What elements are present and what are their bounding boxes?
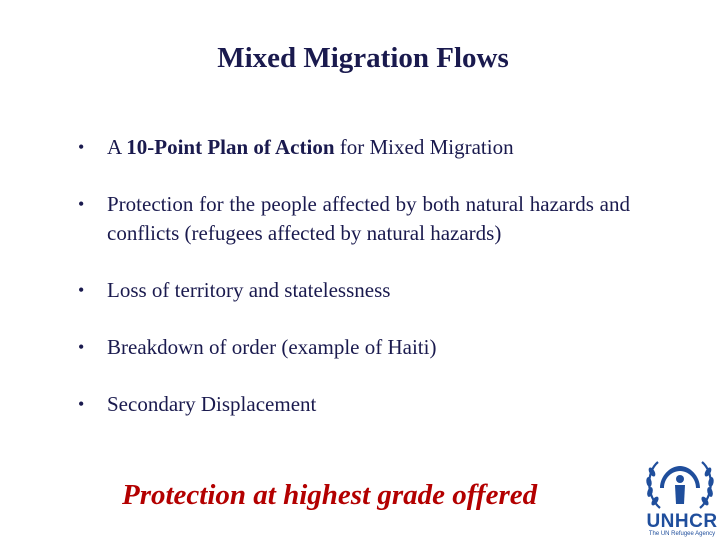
logo-subtitle: The UN Refugee Agency [648, 531, 716, 537]
bullet-text-rest: for Mixed Migration [334, 135, 514, 159]
bullet-list [78, 133, 630, 419]
bullet-item [78, 190, 630, 248]
bullet-item [78, 390, 630, 419]
bullet-text-lead: A [107, 135, 127, 159]
bullet-dot: • [78, 280, 85, 300]
tagline: Protection at highest grade offered [122, 479, 538, 511]
bullet-text: Secondary Displacement [107, 392, 317, 416]
bullet-text-strong: 10-Point Plan of Action [126, 135, 335, 159]
logo-name: UNHCR [646, 511, 718, 532]
bullet-item [78, 276, 630, 305]
slide-title: Mixed Migration Flows [217, 42, 509, 74]
bullet-item [78, 333, 630, 362]
bullet-dot: • [78, 137, 85, 157]
bullet-dot: • [78, 337, 85, 357]
bullet-text: Loss of territory and statelessness [107, 278, 391, 302]
bullet-dot: • [78, 194, 85, 214]
bullet-dot: • [78, 394, 85, 414]
bullet-text: Breakdown of order (example of Haiti) [107, 335, 437, 359]
bullet-item [78, 133, 630, 162]
bullet-text: Protection for the people affected by both natural hazards and conflicts (refugees affected by natural hazards) [107, 192, 630, 245]
